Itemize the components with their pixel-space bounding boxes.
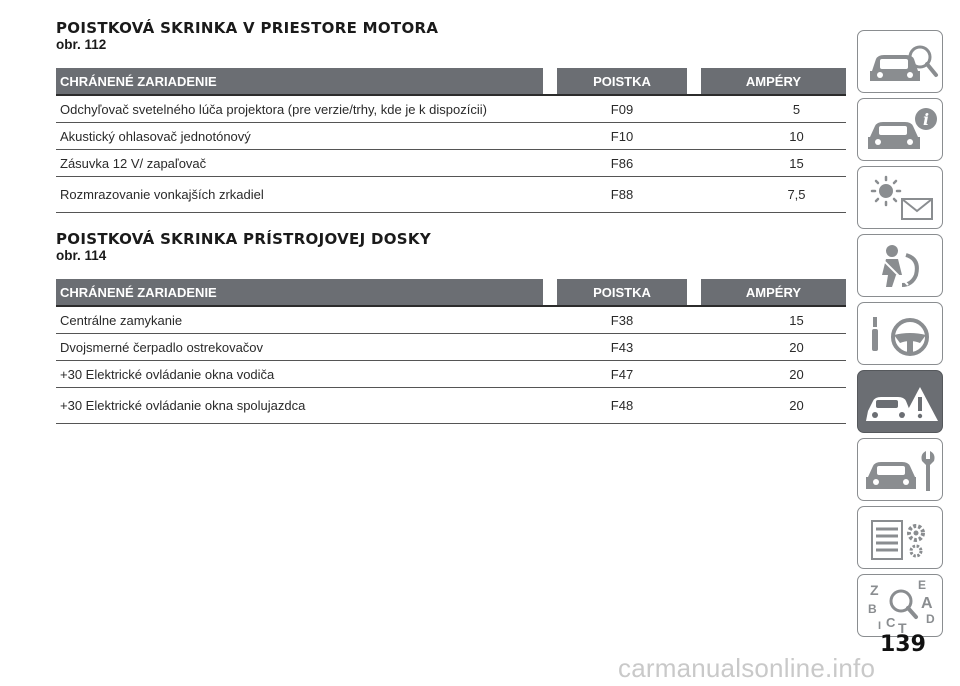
section-title: POISTKOVÁ SKRINKA V PRIESTORE MOTORA	[56, 19, 439, 37]
fuse-table-dashboard	[56, 279, 846, 424]
tab-driving[interactable]	[857, 302, 943, 365]
cell-device: Zásuvka 12 V/ zapaľovač	[56, 150, 543, 177]
cell-amperes: 20	[701, 388, 846, 424]
table-row	[56, 307, 846, 334]
cell-amperes: 10	[701, 123, 846, 150]
header-amperes: AMPÉRY	[701, 68, 846, 96]
section-title: POISTKOVÁ SKRINKA PRÍSTROJOVEJ DOSKY	[56, 230, 431, 248]
tab-safety[interactable]	[857, 234, 943, 297]
table-row	[56, 388, 846, 424]
airbag-safety-icon	[858, 235, 944, 298]
cell-fuse: F38	[557, 307, 687, 334]
cell-device: +30 Elektrické ovládanie okna spolujazdca	[56, 388, 543, 424]
table-row	[56, 96, 846, 123]
svg-text:i: i	[922, 110, 930, 129]
index-letter: C	[886, 615, 896, 630]
tab-emergency[interactable]	[857, 370, 943, 433]
index-letter: E	[918, 578, 927, 592]
specifications-icon	[858, 507, 944, 570]
cell-device: +30 Elektrické ovládanie okna vodiča	[56, 361, 543, 388]
table-row	[56, 361, 846, 388]
cell-fuse: F88	[557, 177, 687, 213]
table-row	[56, 334, 846, 361]
index-letter: Z	[870, 582, 879, 598]
car-info-icon	[858, 99, 944, 162]
tab-dashboard-lights[interactable]	[857, 166, 943, 229]
cell-device: Odchyľovač svetelného lúča projektora (pre verzie/trhy, kde je k dispozícii)	[56, 96, 543, 123]
header-fuse: POISTKA	[557, 68, 687, 96]
page-number: 139	[880, 632, 926, 657]
header-fuse: POISTKA	[557, 279, 687, 307]
cell-amperes: 15	[701, 150, 846, 177]
cell-device: Dvojsmerné čerpadlo ostrekovačov	[56, 334, 543, 361]
steering-wheel-icon	[858, 303, 944, 366]
table-header-row	[56, 279, 846, 307]
table-row	[56, 177, 846, 213]
cell-fuse: F47	[557, 361, 687, 388]
chapter-tabs	[857, 30, 943, 642]
watermark: carmanualsonline.info	[618, 653, 876, 683]
cell-amperes: 20	[701, 334, 846, 361]
cell-fuse: F10	[557, 123, 687, 150]
cell-device: Akustický ohlasovač jednotónový	[56, 123, 543, 150]
cell-fuse: F48	[557, 388, 687, 424]
fuse-table-engine	[56, 68, 846, 213]
header-protected-device: CHRÁNENÉ ZARIADENIE	[56, 279, 543, 307]
cell-device: Centrálne zamykanie	[56, 307, 543, 334]
cell-fuse: F86	[557, 150, 687, 177]
cell-amperes: 20	[701, 361, 846, 388]
section-dashboard-fusebox	[56, 231, 846, 424]
section-subtitle: obr. 112	[56, 37, 107, 52]
cell-amperes: 7,5	[701, 177, 846, 213]
tab-specifications[interactable]	[857, 506, 943, 569]
index-letter: I	[878, 620, 882, 632]
header-protected-device: CHRÁNENÉ ZARIADENIE	[56, 68, 543, 96]
dashboard-lights-icon	[858, 167, 944, 230]
cell-fuse: F09	[557, 96, 687, 123]
tab-car-search[interactable]	[857, 30, 943, 93]
header-amperes: AMPÉRY	[701, 279, 846, 307]
tab-car-info[interactable]	[857, 98, 943, 161]
table-row	[56, 150, 846, 177]
cell-amperes: 5	[701, 96, 846, 123]
car-search-icon	[858, 31, 944, 94]
alphabetical-index-icon	[858, 575, 944, 638]
cell-amperes: 15	[701, 307, 846, 334]
cell-fuse: F43	[557, 334, 687, 361]
tab-maintenance[interactable]	[857, 438, 943, 501]
car-warning-icon	[858, 371, 944, 434]
index-letter: D	[926, 612, 935, 626]
car-maintenance-icon	[858, 439, 944, 502]
index-letter: B	[868, 602, 877, 616]
tab-index[interactable]	[857, 574, 943, 637]
section-subtitle: obr. 114	[56, 248, 107, 263]
index-letter: T	[898, 620, 907, 636]
cell-device: Rozmrazovanie vonkajších zrkadiel	[56, 177, 543, 213]
index-letter: A	[921, 595, 933, 612]
section-engine-fusebox	[56, 20, 846, 213]
main-content	[56, 20, 846, 424]
table-row	[56, 123, 846, 150]
table-header-row	[56, 68, 846, 96]
